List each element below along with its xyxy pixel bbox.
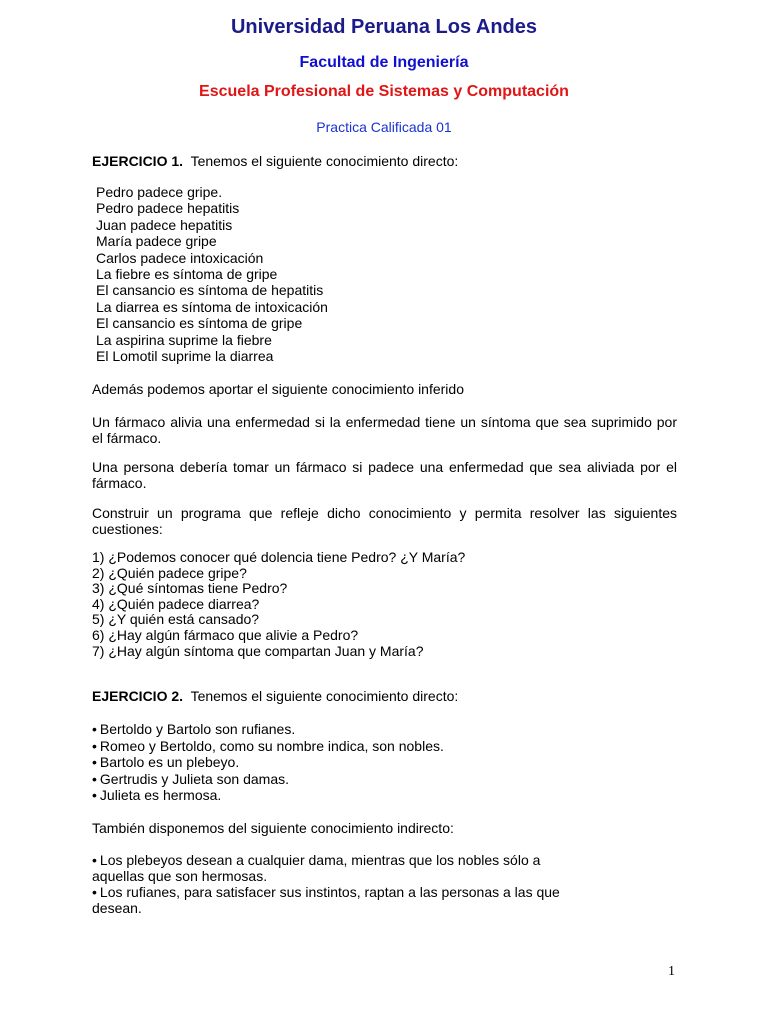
- indirect-intro: También disponemos del siguiente conocimiento indirecto:: [92, 820, 454, 836]
- list-item: 7) ¿Hay algún síntoma que compartan Juan y María?: [92, 642, 424, 659]
- school-title: Escuela Profesional de Sistemas y Computación: [199, 83, 569, 100]
- task-statement: Construir un programa que refleje dicho conocimiento y permita resolver las siguientes cuestiones:: [92, 505, 677, 537]
- exercise-1-facts: [96, 184, 328, 364]
- faculty-title: Facultad de Ingeniería: [299, 54, 469, 71]
- bullet-icon: •: [92, 754, 97, 771]
- exercise-2-label: EJERCICIO 2.: [92, 688, 184, 704]
- list-item: El cansancio es síntoma de gripe: [96, 315, 303, 332]
- indirect-rule-1: • Los plebeyos desean a cualquier dama, mientras que los nobles sólo a aquellas que son hermosas.: [92, 852, 541, 884]
- bullet-icon: •: [92, 770, 97, 787]
- inferred-rule-2: Una persona debería tomar un fármaco si padece una enfermedad que sea aliviada por el fármaco.: [92, 459, 677, 491]
- list-item: • Bertoldo y Bartolo son rufianes.: [92, 721, 296, 737]
- list-item: 2) ¿Quién padece gripe?: [92, 564, 247, 581]
- list-item: El cansancio es síntoma de hepatitis: [96, 282, 324, 299]
- exercise-2-heading: [92, 688, 677, 704]
- list-item: Carlos padece intoxicación: [96, 249, 264, 266]
- list-item: Pedro padece gripe.: [96, 184, 223, 200]
- inferred-rule-1: Un fármaco alivia una enfermedad si la enfermedad tiene un síntoma que sea suprimido por el fármaco.: [92, 414, 677, 446]
- list-item: Juan padece hepatitis: [96, 216, 233, 233]
- list-item: La aspirina suprime la fiebre: [96, 331, 272, 348]
- inferred-intro: Además podemos aportar el siguiente conocimiento inferido: [92, 381, 464, 397]
- bullet-icon: •: [92, 852, 97, 868]
- exercise-2-intro: Tenemos el siguiente conocimiento directo:: [190, 688, 459, 704]
- list-item: • Romeo y Bertoldo, como su nombre indica, son nobles.: [92, 737, 444, 754]
- list-item: El Lomotil suprime la diarrea: [96, 348, 274, 365]
- list-item: 3) ¿Qué síntomas tiene Pedro?: [92, 580, 288, 597]
- page-number: 1: [668, 964, 675, 979]
- list-item: 1) ¿Podemos conocer qué dolencia tiene Pedro? ¿Y María?: [92, 549, 466, 565]
- indirect-rule-2: • Los rufianes, para satisfacer sus instintos, raptan a las personas a las que desean.: [92, 884, 560, 916]
- bullet-icon: •: [92, 884, 97, 900]
- list-item: • Julieta es hermosa.: [92, 787, 222, 804]
- exercise-1-intro: Tenemos el siguiente conocimiento directo:: [190, 153, 459, 169]
- university-title: Universidad Peruana Los Andes: [230, 16, 537, 38]
- exercise-1-label: EJERCICIO 1.: [92, 153, 184, 169]
- list-item: 6) ¿Hay algún fármaco que alivie a Pedro?: [92, 626, 359, 643]
- bullet-icon: •: [92, 721, 97, 737]
- exercise-1-questions: [92, 550, 465, 659]
- exercise-2-facts: [92, 721, 444, 804]
- list-item: 4) ¿Quién padece diarrea?: [92, 595, 260, 612]
- list-item: La diarrea es síntoma de intoxicación: [96, 298, 328, 315]
- list-item: • Gertrudis y Julieta son damas.: [92, 770, 289, 787]
- list-item: María padece gripe: [96, 233, 217, 250]
- practice-subtitle: Practica Calificada 01: [316, 119, 452, 135]
- list-item: Pedro padece hepatitis: [96, 200, 240, 217]
- list-item: 5) ¿Y quién está cansado?: [92, 611, 260, 628]
- exercise-1-heading: [92, 153, 677, 169]
- bullet-icon: •: [92, 787, 97, 804]
- list-item: • Bartolo es un plebeyo.: [92, 754, 240, 771]
- list-item: La fiebre es síntoma de gripe: [96, 266, 278, 283]
- bullet-icon: •: [92, 737, 97, 754]
